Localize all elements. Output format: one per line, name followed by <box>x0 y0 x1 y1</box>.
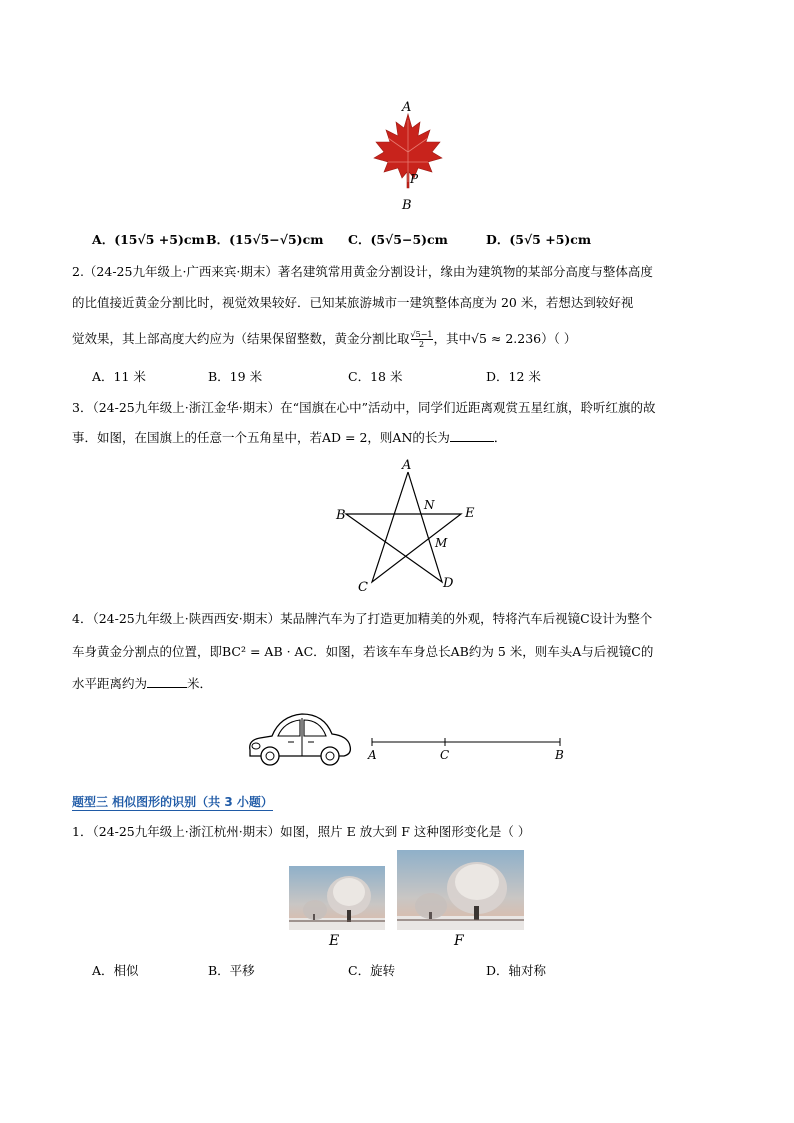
q2-option-c[interactable]: C．18 米 <box>348 369 403 384</box>
q2-option-b[interactable]: B．19 米 <box>208 369 263 384</box>
s3q1-line-1: 1．（24-25九年级上·浙江杭州·期末）如图，照片 E 放大到 F 这种图形变化是（ ） <box>72 824 531 839</box>
leaf-label-b: B <box>402 198 412 213</box>
q4-line-3-suffix: 米． <box>187 676 213 691</box>
maple-leaf-icon <box>368 112 448 192</box>
fraction-denominator: 2 <box>418 340 425 349</box>
car-outline-icon <box>244 710 356 772</box>
s3q1-option-c[interactable]: C．旋转 <box>348 963 396 978</box>
photo-f <box>397 850 524 930</box>
star-label-e: E <box>465 506 475 521</box>
q4-line-1: 4．（24-25九年级上·陕西西安·期末）某品牌汽车为了打造更加精美的外观，特将汽车后视镜C设计为整个 <box>72 611 653 626</box>
section-3-title: 题型三 相似图形的识别（共 3 小题） <box>72 795 273 809</box>
maple-leaf-figure <box>368 100 448 215</box>
q4-line-3 <box>72 674 734 694</box>
star-figure <box>330 456 490 601</box>
q2-option-a[interactable]: A．11 米 <box>92 369 146 384</box>
q3-answer-blank[interactable] <box>450 429 494 442</box>
star-label-b: B <box>336 508 346 523</box>
star-label-d: D <box>443 576 454 591</box>
segment-label-b: B <box>555 748 564 762</box>
q3-line-1: 3．（24-25九年级上·浙江金华·期末）在“国旗在心中”活动中，同学们近距离观赏五星红旗，聆听红旗的故 <box>72 400 656 415</box>
q4-line-3-prefix: 水平距离约为 <box>72 676 148 691</box>
s3q1-option-d[interactable]: D．轴对称 <box>486 963 547 978</box>
q3-line-2-suffix: ． <box>493 430 507 445</box>
s3q1-option-a[interactable]: A．相似 <box>92 963 139 978</box>
photo-e-label: E <box>329 933 340 949</box>
fraction-numerator: √5−1 <box>410 330 433 339</box>
pentagram-diagram <box>330 456 490 601</box>
prev-option-c[interactable]: C．(5√5−5)cm <box>348 232 448 247</box>
leaf-label-p: P <box>410 172 419 186</box>
photo-f-label: F <box>454 933 464 949</box>
tree-photo-f-image <box>397 850 524 930</box>
prev-option-a[interactable]: A．(15√5 +5)cm <box>92 232 205 247</box>
star-label-c: C <box>358 580 368 595</box>
photo-e <box>289 866 385 930</box>
q2-option-d[interactable]: D．12 米 <box>486 369 541 384</box>
q2-line-3-prefix: 觉效果，其上部高度大约应为（结果保留整数，黄金分割比取 <box>72 331 410 346</box>
segment-abc <box>366 736 566 748</box>
segment-label-c: C <box>440 748 450 762</box>
q2-line-2: 的比值接近黄金分割比时，视觉效果较好．已知某旅游城市一建筑整体高度为 20 米，若想达到较好视 <box>72 295 634 310</box>
leaf-label-a: A <box>402 100 412 115</box>
q3-line-2-prefix: 事．如图，在国旗上的任意一个五角星中，若AD = 2，则AN的长为 <box>72 430 450 445</box>
q4-line-2: 车身黄金分割点的位置，即BC² = AB · AC．如图，若该车车身总长AB约为 5 米，则车头A与后视镜C的 <box>72 644 654 659</box>
star-label-m: M <box>435 536 448 550</box>
prev-option-b[interactable]: B．(15√5−√5)cm <box>206 232 324 247</box>
q3-line-2 <box>72 428 734 448</box>
tree-photo-e-image <box>289 866 385 930</box>
s3q1-option-b[interactable]: B．平移 <box>208 963 255 978</box>
q2-line-3-suffix: ，其中√5 ≈ 2.236）（ ） <box>433 331 577 346</box>
prev-option-d[interactable]: D．(5√5 +5)cm <box>486 232 592 247</box>
segment-label-a: A <box>368 748 377 762</box>
star-label-a: A <box>402 458 412 473</box>
q4-answer-blank[interactable] <box>147 675 187 688</box>
q2-line-3 <box>72 329 734 349</box>
q2-line-1: 2.（24-25九年级上·广西来宾·期末）著名建筑常用黄金分割设计，缘由为建筑物的某部分高度与整体高度 <box>72 264 653 279</box>
golden-ratio-fraction <box>411 330 433 349</box>
star-label-n: N <box>424 498 435 512</box>
